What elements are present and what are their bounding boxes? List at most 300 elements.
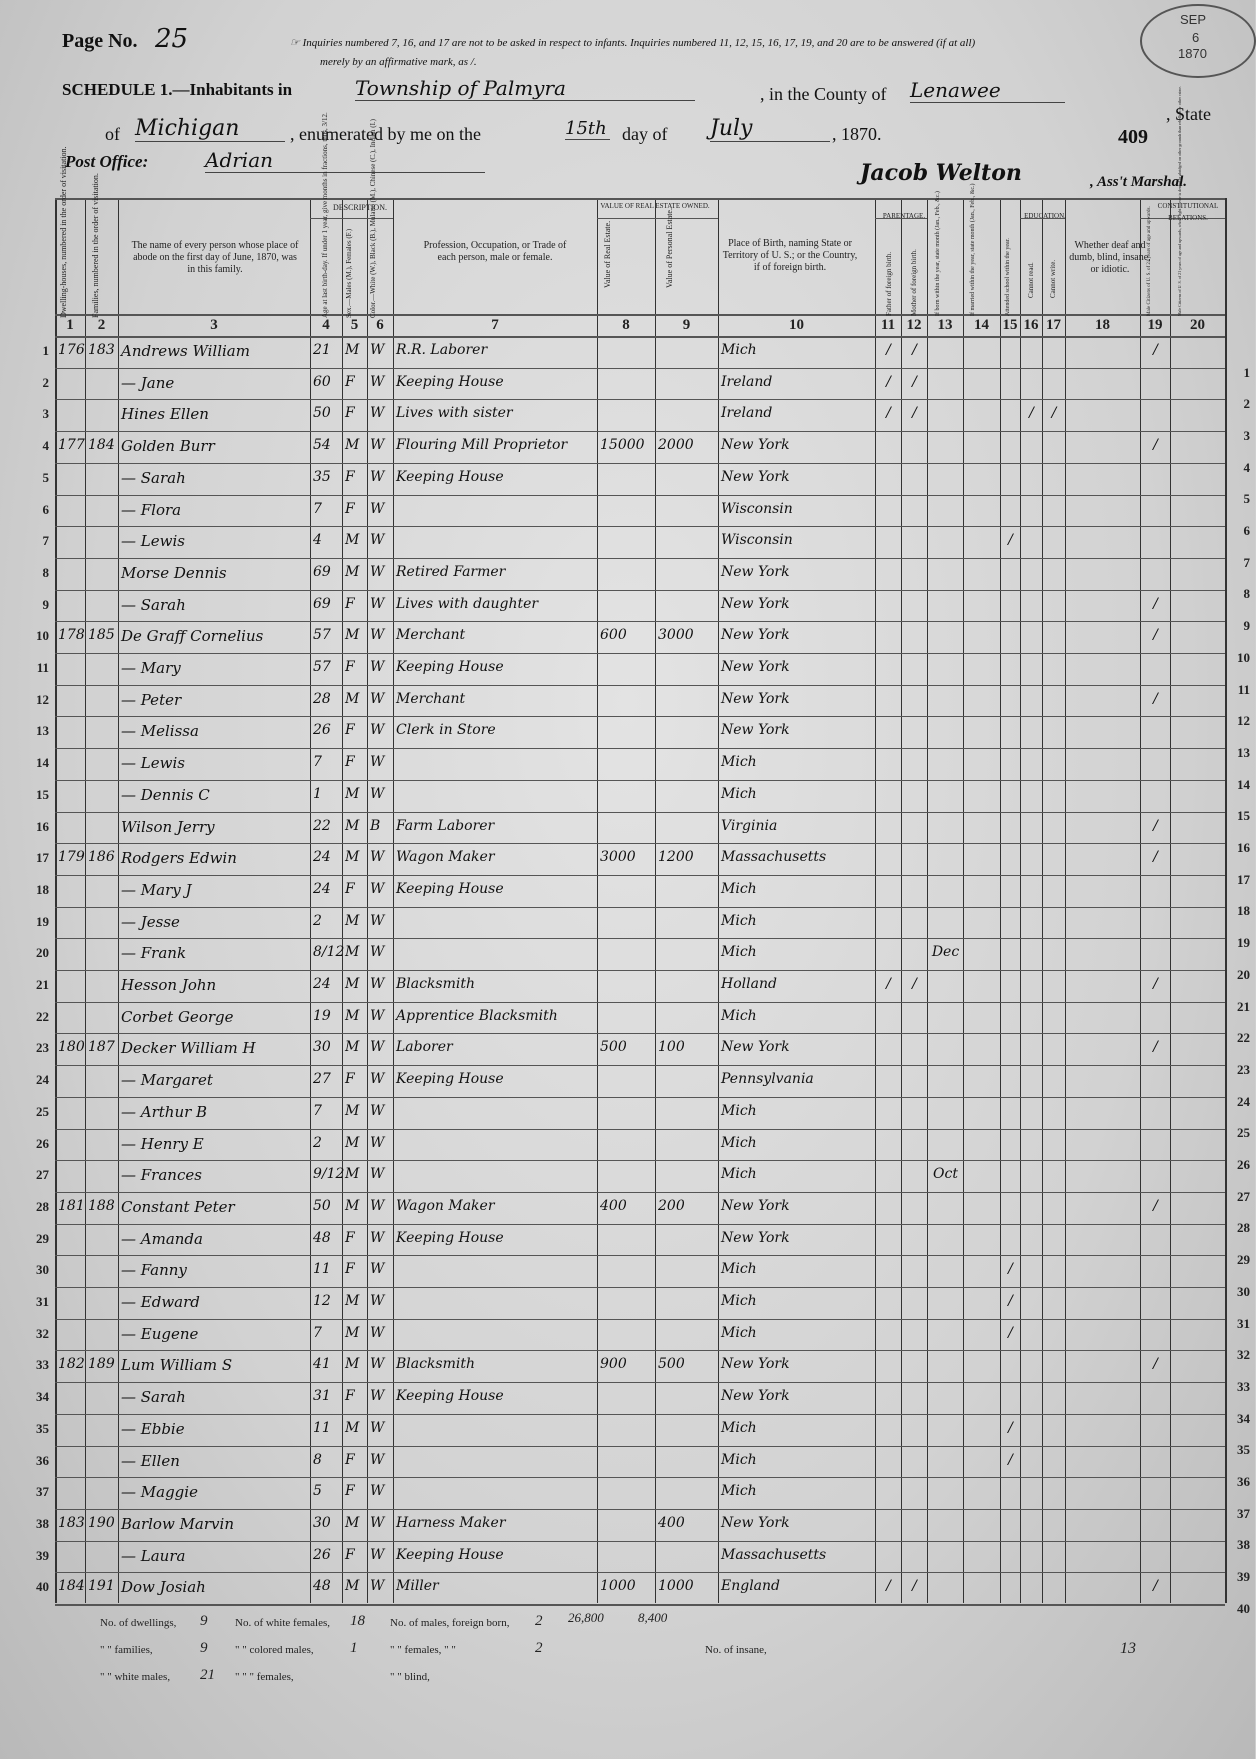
- county-value: Lenawee: [910, 78, 1065, 103]
- column-number: 15: [1002, 317, 1018, 333]
- col-9-header: Value of Personal Estate.: [665, 208, 674, 288]
- cell-sex: M: [345, 1578, 360, 1595]
- cell-occ: Lives with daughter: [396, 595, 539, 612]
- row-number-right: 4: [1243, 459, 1250, 475]
- cell-name: — Sarah: [121, 595, 186, 614]
- column-rule: [718, 198, 719, 1603]
- cell-age: 26: [313, 1546, 331, 1563]
- column-number: 11: [880, 317, 896, 333]
- cell-birth: New York: [721, 563, 790, 580]
- cell-age: 7: [313, 754, 322, 771]
- cell-name: — Jesse: [121, 912, 180, 931]
- row-rule: [55, 1033, 1225, 1034]
- row-rule: [55, 1129, 1225, 1130]
- col-5-header: Sex.—Males (M.), Females (F.): [345, 228, 353, 318]
- row-number-left: 40: [36, 1579, 49, 1595]
- row-rule: [55, 1319, 1225, 1320]
- cell-birth: Mich: [721, 754, 757, 771]
- row-number-left: 2: [42, 374, 49, 390]
- cell-birth: New York: [721, 1039, 790, 1056]
- cell-c11: /: [886, 405, 891, 422]
- cell-occ: Keeping House: [396, 880, 504, 897]
- row-number-right: 35: [1237, 1442, 1250, 1458]
- cell-fam: 185: [88, 627, 115, 644]
- row-number-right: 31: [1237, 1315, 1250, 1331]
- cell-color: W: [370, 1229, 385, 1246]
- row-number-right: 8: [1243, 586, 1250, 602]
- cell-c19: /: [1153, 1039, 1158, 1056]
- cell-c19: /: [1153, 1578, 1158, 1595]
- enumeration-month: July: [710, 116, 830, 142]
- row-number-left: 39: [36, 1547, 49, 1563]
- families-label: " " families,: [100, 1644, 153, 1656]
- cell-re: 600: [600, 627, 627, 644]
- cell-birth: Mich: [721, 785, 757, 802]
- cell-birth: Wisconsin: [721, 500, 793, 517]
- row-number-left: 18: [36, 881, 49, 897]
- schedule-label: SCHEDULE 1.—Inhabitants in: [62, 80, 293, 99]
- white-males-value: 21: [200, 1667, 215, 1683]
- cell-color: W: [370, 1261, 385, 1278]
- row-rule: [55, 1572, 1225, 1573]
- cell-color: W: [370, 1451, 385, 1468]
- cell-birth: Mich: [721, 1451, 757, 1468]
- cell-name: — Henry E: [121, 1134, 204, 1153]
- col-17-header: Cannot write.: [1049, 259, 1057, 298]
- row-number-right: 13: [1237, 744, 1250, 760]
- cell-sex: F: [345, 754, 355, 771]
- cell-age: 48: [313, 1229, 331, 1246]
- cell-name: — Sarah: [121, 1388, 186, 1407]
- county-label: , in the County of: [760, 84, 887, 104]
- cell-occ: Blacksmith: [396, 1356, 476, 1373]
- cell-occ: Keeping House: [396, 1546, 504, 1563]
- cell-dw: 177: [58, 437, 85, 454]
- row-number-left: 32: [36, 1325, 49, 1341]
- cell-color: W: [370, 563, 385, 580]
- cell-name: Rodgers Edwin: [121, 849, 237, 868]
- row-number-right: 15: [1237, 808, 1250, 824]
- col-18-header: Whether deaf and dumb, blind, insane, or idiotic.: [1069, 240, 1151, 275]
- row-number-left: 13: [36, 723, 49, 739]
- column-rule: [597, 198, 598, 1603]
- row-number-left: 28: [36, 1198, 49, 1214]
- col-6-header: Color.—White (W.), Black (B.), Mulatto (M.), Chinese (C.), Indian (I.): [369, 118, 377, 318]
- cell-color: W: [370, 690, 385, 707]
- row-rule: [55, 1446, 1225, 1447]
- cell-occ: R.R. Laborer: [396, 342, 488, 358]
- column-number: 18: [1095, 317, 1110, 333]
- row-number-right: 2: [1243, 396, 1250, 412]
- cell-color: W: [370, 1419, 385, 1436]
- column-rule: [1042, 198, 1043, 1603]
- colored-males-value: 1: [350, 1640, 358, 1656]
- column-rule: [1225, 198, 1227, 1603]
- cell-birth: Mich: [721, 1293, 757, 1309]
- row-number-right: 14: [1237, 776, 1250, 792]
- row-rule: [55, 843, 1225, 844]
- cell-sex: F: [345, 1546, 355, 1563]
- column-number: 19: [1147, 317, 1163, 333]
- cell-name: — Amanda: [121, 1229, 203, 1248]
- cell-sex: M: [345, 1324, 360, 1341]
- cell-sex: M: [345, 1197, 360, 1214]
- cell-birth: Mich: [721, 1324, 757, 1341]
- cell-c15: /: [1008, 1293, 1013, 1309]
- cell-age: 28: [313, 690, 331, 707]
- row-rule: [55, 1192, 1225, 1193]
- cell-color: W: [370, 500, 385, 517]
- cell-color: W: [370, 785, 385, 802]
- row-number-left: 38: [36, 1515, 49, 1531]
- cell-fam: 189: [88, 1356, 115, 1373]
- row-number-left: 27: [36, 1167, 49, 1183]
- col-10-header: Place of Birth, naming State or Territory of U. S.; or the Country, if of foreign birth.: [722, 238, 858, 273]
- instructions-text-1: Inquiries numbered 7, 16, and 17 are not to be asked in respect to infants. Inquiries numbered 11, 12, 15, 16, 17, 19, and 20 are to be answered (if at all): [302, 37, 976, 49]
- row-rule: [55, 558, 1225, 559]
- stamp-month: SEP: [1180, 12, 1207, 27]
- colored-females-label: " " " females,: [235, 1671, 294, 1683]
- cell-dw: 182: [58, 1356, 85, 1373]
- row-number-right: 16: [1237, 840, 1250, 856]
- cell-c17: /: [1051, 405, 1057, 422]
- cell-c16: /: [1029, 405, 1034, 422]
- cell-color: W: [370, 1071, 385, 1088]
- cell-dw: 178: [58, 627, 85, 644]
- cell-c19: /: [1153, 342, 1158, 358]
- cell-age: 9/12: [313, 1166, 345, 1183]
- cell-pe: 100: [658, 1039, 685, 1056]
- group-rule: [597, 218, 718, 219]
- cell-age: 22: [313, 817, 331, 834]
- foreign-males-value: 2: [535, 1613, 543, 1629]
- stamped-page-number: 409: [1118, 126, 1148, 148]
- row-number-right: 32: [1237, 1347, 1250, 1363]
- col-2-header: Families, numbered in the order of visitation.: [91, 173, 100, 318]
- post-office-label: Post Office:: [65, 152, 149, 171]
- col-19-header: Male Citizens of U. S. of 21 years of age and upwards.: [1147, 206, 1152, 316]
- cell-age: 24: [313, 849, 331, 866]
- cell-birth: Massachusetts: [721, 849, 827, 866]
- cell-c12: /: [912, 1578, 917, 1595]
- cell-occ: Lives with sister: [396, 405, 513, 422]
- cell-age: 2: [313, 1134, 322, 1151]
- cell-occ: Keeping House: [396, 373, 504, 390]
- row-number-left: 14: [36, 755, 49, 771]
- cell-name: Decker William H: [121, 1039, 256, 1058]
- row-number-right: 9: [1243, 618, 1250, 634]
- row-number-left: 5: [42, 469, 49, 485]
- cell-birth: New York: [721, 659, 790, 675]
- cell-name: — Fanny: [121, 1261, 187, 1280]
- cell-sex: M: [345, 532, 360, 549]
- cell-birth: Mich: [721, 1483, 757, 1500]
- cell-name: Barlow Marvin: [121, 1514, 234, 1533]
- column-number: 5: [350, 317, 359, 333]
- instructions-line-2: merely by an affirmative mark, as /.: [320, 56, 477, 68]
- row-number-right: 23: [1237, 1061, 1250, 1077]
- column-rule: [963, 198, 964, 1603]
- row-number-right: 6: [1243, 523, 1250, 539]
- real-estate-total: 26,800: [568, 1610, 604, 1625]
- cell-sex: F: [345, 468, 355, 485]
- cell-name: — Lewis: [121, 754, 185, 773]
- row-number-left: 36: [36, 1452, 49, 1468]
- cell-pe: 1200: [658, 849, 694, 866]
- row-number-left: 7: [42, 533, 49, 549]
- column-rule: [1020, 198, 1021, 1603]
- row-rule: [55, 938, 1225, 939]
- cell-color: W: [370, 1578, 385, 1595]
- column-number: 13: [937, 317, 953, 333]
- insane-label: No. of insane,: [705, 1644, 767, 1656]
- row-number-left: 31: [36, 1294, 49, 1309]
- cell-birth: Mich: [721, 1134, 757, 1151]
- cell-pe: 1000: [658, 1578, 694, 1595]
- row-rule: [55, 1065, 1225, 1066]
- cell-sex: F: [345, 1261, 355, 1278]
- col-20-header: Male Citizens of U. S. of 21 years of age and upwards, whose right to vote is denied or abridged on other grounds than rebellion or other crime.: [1177, 85, 1182, 316]
- cell-name: — Laura: [121, 1546, 186, 1565]
- marshal-signature: Jacob Welton: [860, 160, 1022, 186]
- cell-sex: F: [345, 1451, 355, 1468]
- cell-color: W: [370, 1546, 385, 1563]
- families-value: 9: [200, 1640, 208, 1656]
- cell-birth: England: [721, 1578, 781, 1595]
- cell-birth: New York: [721, 1388, 790, 1405]
- cell-birth: Mich: [721, 912, 757, 929]
- row-number-left: 33: [36, 1357, 49, 1373]
- cell-name: — Eugene: [121, 1324, 199, 1343]
- cell-age: 26: [313, 722, 331, 739]
- cell-c11: /: [886, 342, 891, 358]
- column-rule: [875, 198, 876, 1603]
- cell-name: Corbet George: [121, 1007, 234, 1026]
- foreign-males-label: No. of males, foreign born,: [390, 1617, 510, 1629]
- cell-dw: 184: [58, 1578, 85, 1595]
- cell-sex: M: [345, 1356, 360, 1373]
- cell-color: W: [370, 1102, 385, 1119]
- column-number: 7: [491, 317, 499, 333]
- column-number: 4: [322, 317, 330, 333]
- cell-re: 400: [600, 1197, 627, 1214]
- cell-fam: 183: [88, 342, 115, 358]
- row-rule: [55, 748, 1225, 749]
- row-number-right: 40: [1237, 1600, 1250, 1616]
- dwellings-value: 9: [200, 1613, 208, 1629]
- cell-sex: M: [345, 1102, 360, 1119]
- row-rule: [55, 1287, 1225, 1288]
- row-number-left: 17: [36, 850, 49, 866]
- cell-color: W: [370, 976, 385, 992]
- col-12-header: Mother of foreign birth.: [910, 249, 918, 316]
- row-number-left: 9: [42, 596, 49, 612]
- row-number-left: 10: [36, 628, 49, 644]
- cell-color: W: [370, 1356, 385, 1373]
- cell-color: W: [370, 912, 385, 929]
- cell-name: — Flora: [121, 500, 182, 519]
- column-rule: [1140, 198, 1141, 1603]
- col-11-header: Father of foreign birth.: [885, 251, 893, 316]
- column-rule: [310, 198, 311, 1603]
- cell-occ: Keeping House: [396, 1229, 504, 1246]
- cell-pe: 2000: [658, 437, 694, 454]
- cell-pe: 200: [658, 1197, 685, 1214]
- cell-birth: Ireland: [721, 373, 773, 390]
- cell-age: 69: [313, 595, 331, 612]
- cell-name: — Lewis: [121, 532, 185, 551]
- col19-total: 13: [1120, 1640, 1136, 1657]
- cell-c15: /: [1008, 1261, 1013, 1278]
- cell-fam: 190: [88, 1514, 115, 1531]
- cell-color: W: [370, 1483, 385, 1500]
- row-number-right: 18: [1237, 903, 1250, 919]
- cell-sex: M: [345, 690, 360, 707]
- dwellings-label: No. of dwellings,: [100, 1617, 177, 1629]
- row-number-right: 24: [1237, 1093, 1250, 1109]
- cell-color: W: [370, 1388, 385, 1405]
- cell-birth: New York: [721, 1229, 790, 1246]
- column-rule: [1065, 198, 1066, 1603]
- cell-name: — Margaret: [121, 1071, 213, 1090]
- cell-c12: /: [912, 373, 917, 390]
- cell-c19: /: [1153, 849, 1158, 866]
- township-value: Township of Palmyra: [355, 76, 695, 101]
- row-number-right: 33: [1237, 1378, 1250, 1394]
- cell-name: Dow Josiah: [121, 1578, 206, 1597]
- row-rule: [55, 590, 1225, 591]
- cell-dw: 181: [58, 1197, 85, 1214]
- cell-c15: /: [1008, 1419, 1013, 1436]
- cell-name: Hesson John: [121, 976, 217, 994]
- col-4-header: Age at last birth-day. If under 1 year, give months in fractions, thus, 3/12.: [321, 112, 329, 318]
- state-label: , State: [1166, 104, 1211, 124]
- cell-c13: Oct: [933, 1166, 958, 1183]
- cell-sex: M: [345, 437, 360, 454]
- col-8-header: Value of Real Estate.: [603, 220, 612, 288]
- cell-birth: Virginia: [721, 817, 778, 834]
- cell-sex: M: [345, 627, 360, 644]
- cell-c19: /: [1153, 1356, 1158, 1373]
- cell-c19: /: [1153, 817, 1158, 834]
- cell-birth: New York: [721, 1197, 790, 1214]
- cell-sex: F: [345, 373, 355, 390]
- row-number-right: 20: [1237, 966, 1250, 982]
- row-rule: [55, 1382, 1225, 1383]
- row-rule: [55, 1160, 1225, 1161]
- cell-pe: 3000: [658, 627, 694, 644]
- cell-birth: New York: [721, 468, 790, 485]
- cell-color: W: [370, 1197, 385, 1214]
- cell-occ: Wagon Maker: [396, 849, 495, 866]
- stamp-year: 1870: [1178, 46, 1207, 61]
- cell-name: — Ellen: [121, 1451, 180, 1470]
- cell-occ: Laborer: [396, 1039, 453, 1056]
- cell-name: — Melissa: [121, 722, 199, 741]
- cell-dw: 183: [58, 1514, 85, 1531]
- row-number-left: 30: [36, 1262, 49, 1278]
- cell-color: W: [370, 659, 385, 675]
- cell-pe: 400: [658, 1514, 685, 1531]
- cell-sex: M: [345, 1419, 360, 1436]
- cell-re: 3000: [600, 849, 636, 866]
- cell-sex: F: [345, 880, 355, 897]
- cell-birth: New York: [721, 595, 790, 612]
- cell-color: B: [370, 817, 381, 834]
- cell-dw: 176: [58, 342, 85, 358]
- cell-age: 11: [313, 1419, 331, 1436]
- instructions-line-1: ☞ Inquiries numbered 7, 16, and 17 are not to be asked in respect to infants. Inquiries numbered 11, 12, 15, 16, 17, 19, and 20 are to be answered (if at all): [290, 37, 976, 49]
- row-number-left: 8: [42, 564, 49, 580]
- cell-name: Andrews William: [121, 342, 250, 360]
- cell-age: 54: [313, 437, 331, 454]
- cell-sex: F: [345, 1229, 355, 1246]
- cell-fam: 186: [88, 849, 115, 866]
- row-number-right: 21: [1237, 998, 1250, 1014]
- cell-color: W: [370, 722, 385, 739]
- cell-color: W: [370, 1514, 385, 1531]
- cell-birth: Mich: [721, 1261, 757, 1278]
- cell-re: 500: [600, 1039, 627, 1056]
- row-rule: [55, 875, 1225, 876]
- cell-age: 4: [313, 532, 322, 549]
- row-rule: [55, 812, 1225, 813]
- cell-color: W: [370, 880, 385, 897]
- row-rule: [55, 653, 1225, 654]
- cell-color: W: [370, 532, 385, 549]
- row-number-right: 19: [1237, 935, 1250, 951]
- row-number-right: 3: [1243, 427, 1250, 443]
- foreign-females-value: 2: [535, 1640, 543, 1656]
- col-16-header: Cannot read.: [1027, 262, 1035, 298]
- cell-age: 24: [313, 880, 331, 897]
- cell-name: — Dennis C: [121, 785, 210, 804]
- row-rule: [55, 716, 1225, 717]
- column-number: 16: [1023, 317, 1039, 333]
- row-number-right: 7: [1243, 554, 1250, 570]
- cell-color: W: [370, 627, 385, 644]
- cell-sex: M: [345, 817, 360, 834]
- column-rule: [927, 198, 928, 1603]
- cell-color: W: [370, 1007, 385, 1024]
- cell-occ: Merchant: [396, 627, 466, 644]
- column-number: 14: [974, 317, 989, 333]
- row-rule: [55, 399, 1225, 400]
- cell-age: 7: [313, 500, 322, 517]
- row-rule: [55, 780, 1225, 781]
- date-stamp: [1140, 4, 1256, 78]
- row-number-right: 12: [1237, 713, 1250, 729]
- cell-sex: F: [345, 1483, 355, 1500]
- page-number: 25: [155, 24, 189, 54]
- column-rule: [55, 198, 57, 1603]
- row-number-left: 23: [36, 1040, 49, 1056]
- row-number-left: 35: [36, 1420, 49, 1436]
- cell-name: Golden Burr: [121, 437, 215, 456]
- cell-color: W: [370, 437, 385, 454]
- row-rule: [55, 463, 1225, 464]
- cell-age: 60: [313, 373, 331, 390]
- cell-name: — Frances: [121, 1166, 202, 1185]
- cell-color: W: [370, 595, 385, 612]
- row-number-left: 22: [36, 1008, 49, 1024]
- cell-birth: New York: [721, 722, 790, 739]
- cell-name: Constant Peter: [121, 1197, 235, 1216]
- row-number-right: 26: [1237, 1157, 1250, 1173]
- cell-name: Hines Ellen: [121, 405, 209, 424]
- cell-sex: M: [345, 563, 360, 580]
- col-13-header: If born within the year, state month (Jan., Feb., &c.): [935, 191, 941, 316]
